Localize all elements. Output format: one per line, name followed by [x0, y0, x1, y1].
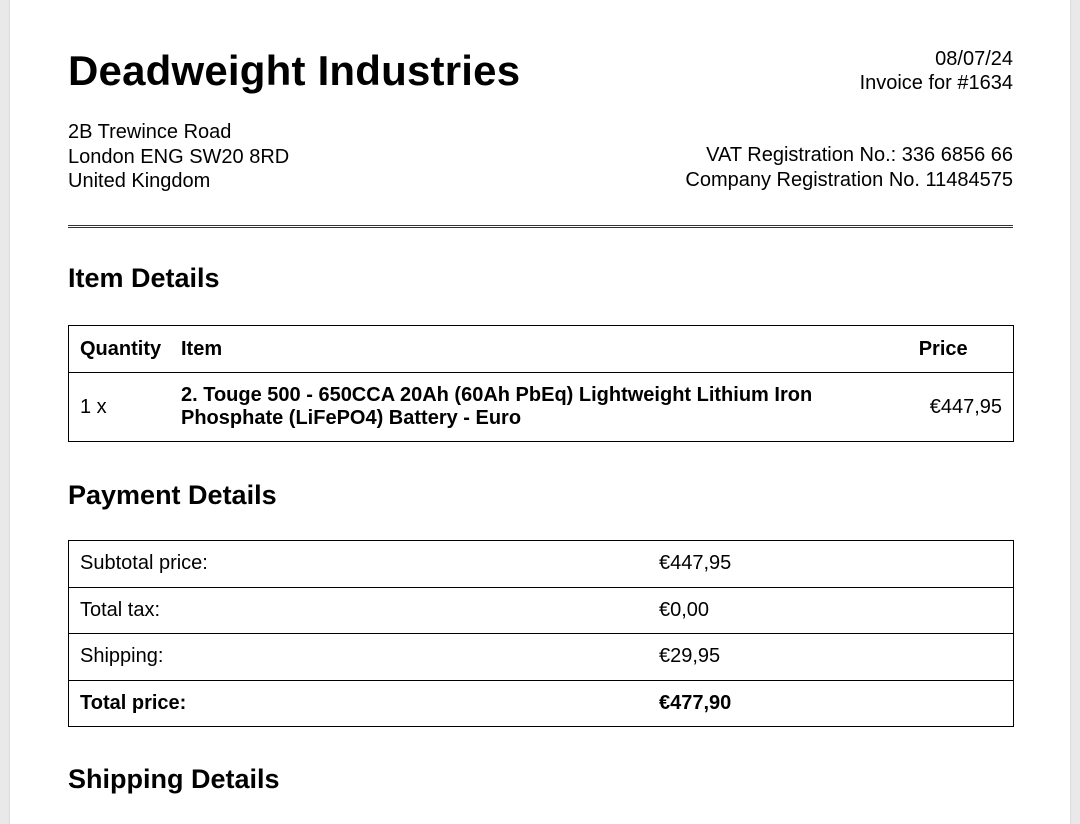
invoice-date: 08/07/24: [935, 48, 1013, 70]
shipping-value: €29,95: [659, 634, 1014, 681]
address-line-1: 2B Trewince Road: [68, 121, 232, 143]
address-line-2: London ENG SW20 8RD: [68, 145, 290, 168]
shipping-label: Shipping:: [69, 634, 660, 681]
items-header-row: [69, 326, 1014, 373]
company-name: Deadweight Industries: [68, 47, 521, 94]
table-row: [69, 587, 1014, 634]
table-row: [69, 373, 1014, 442]
address-line-3: United Kingdom: [68, 170, 211, 192]
item-name: 2. Touge 500 - 650CCA 20Ah (60Ah PbEq) Lightweight Lithium Iron Phosphate (LiFePO4) Battery - Euro: [177, 373, 919, 442]
column-header-price: Price: [919, 326, 1014, 373]
invoice-page: [10, 0, 1070, 824]
item-quantity: 1 x: [69, 373, 178, 442]
invoice-number: Invoice for #1634: [859, 72, 1013, 94]
payment-details-title: Payment Details: [68, 480, 277, 510]
subtotal-value: €447,95: [659, 541, 1014, 588]
table-row: [69, 634, 1014, 681]
table-row: [69, 680, 1014, 727]
shipping-details-title: Shipping Details: [68, 764, 280, 794]
company-address: [68, 120, 289, 194]
subtotal-label: Subtotal price:: [69, 541, 660, 588]
header-divider: [68, 225, 1013, 228]
item-price: €447,95: [919, 373, 1014, 442]
tax-label: Total tax:: [69, 587, 660, 634]
table-row: [69, 541, 1014, 588]
company-registration: Company Registration No. 11484575: [685, 168, 1013, 191]
total-value: €477,90: [659, 680, 1014, 727]
tax-value: €0,00: [659, 587, 1014, 634]
registration-info: [685, 143, 1013, 192]
vat-registration: VAT Registration No.: 336 6856 66: [706, 144, 1013, 166]
total-label: Total price:: [69, 680, 660, 727]
item-details-title: Item Details: [68, 263, 220, 293]
column-header-quantity: Quantity: [69, 326, 178, 373]
column-header-item: Item: [177, 326, 919, 373]
items-table: [68, 325, 1014, 442]
payment-table: [68, 540, 1014, 727]
invoice-meta: [860, 47, 1013, 95]
